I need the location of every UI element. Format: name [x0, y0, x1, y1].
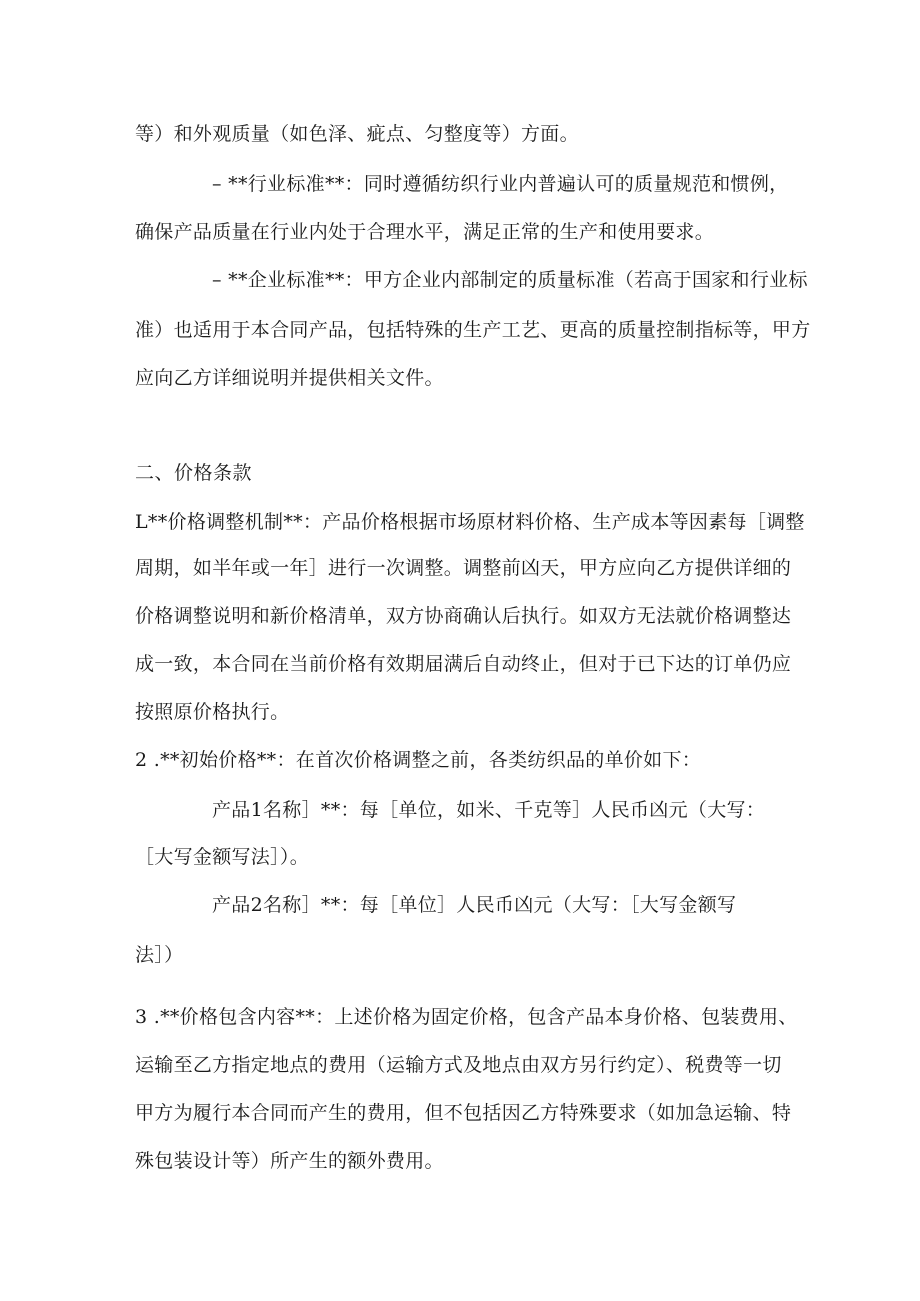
enterprise-standard-cont-line-1: 准）也适用于本合同产品，包括特殊的生产工艺、更高的质量控制指标等，甲方: [135, 319, 811, 341]
product-2-price-cont-line: 法］）: [135, 944, 184, 966]
product-1-price-cont-line: ［大写金额写法］）。: [135, 846, 310, 868]
initial-price-line: 2 .**初始价格**：在首次价格调整之前，各类纺织品的单价如下：: [135, 749, 702, 771]
product-2-price-line: 产品2名称］**：每［单位］人民币凶元（大写：［大写金额写: [212, 894, 737, 916]
price-adjustment-line-3: 价格调整说明和新价格清单，双方协商确认后执行。如双方无法就价格调整达: [135, 605, 792, 627]
price-adjustment-line-2: 周期，如半年或一年］进行一次调整。调整前凶天，甲方应向乙方提供详细的: [135, 557, 792, 579]
price-adjustment-line-4: 成一致，本合同在当前价格有效期届满后自动终止，但对于已下达的订单仍应: [135, 653, 792, 675]
price-inclusion-line-4: 殊包装设计等）所产生的额外费用。: [135, 1150, 444, 1172]
price-adjustment-line-1: L**价格调整机制**：产品价格根据市场原材料价格、生产成本等因素每［调整: [135, 511, 805, 533]
price-adjustment-line-5: 按照原价格执行。: [135, 701, 290, 723]
price-inclusion-line-1: 3 .**价格包含内容**：上述价格为固定价格，包含产品本身价格、包装费用、: [135, 1006, 798, 1028]
product-1-price-line: 产品1名称］**：每［单位，如米、千克等］人民币凶元（大写：: [212, 799, 766, 821]
price-inclusion-line-2: 运输至乙方指定地点的费用（运输方式及地点由双方另行约定）、税费等一切: [135, 1054, 782, 1076]
section-heading-price-terms: 二、价格条款: [135, 462, 253, 484]
industry-standard-cont-line: 确保产品质量在行业内处于合理水平，满足正常的生产和使用要求。: [135, 221, 715, 243]
industry-standard-line: – **行业标准**：同时遵循纺织行业内普遍认可的质量规范和惯例，: [212, 173, 789, 195]
quality-appearance-line: 等）和外观质量（如色泽、疵点、匀整度等）方面。: [135, 123, 579, 145]
enterprise-standard-cont-line-2: 应向乙方详细说明并提供相关文件。: [135, 367, 444, 389]
price-inclusion-line-3: 甲方为履行本合同而产生的费用，但不包括因乙方特殊要求（如加急运输、特: [135, 1102, 792, 1124]
enterprise-standard-line: – **企业标准**：甲方企业内部制定的质量标准（若高于国家和行业标: [212, 269, 808, 291]
